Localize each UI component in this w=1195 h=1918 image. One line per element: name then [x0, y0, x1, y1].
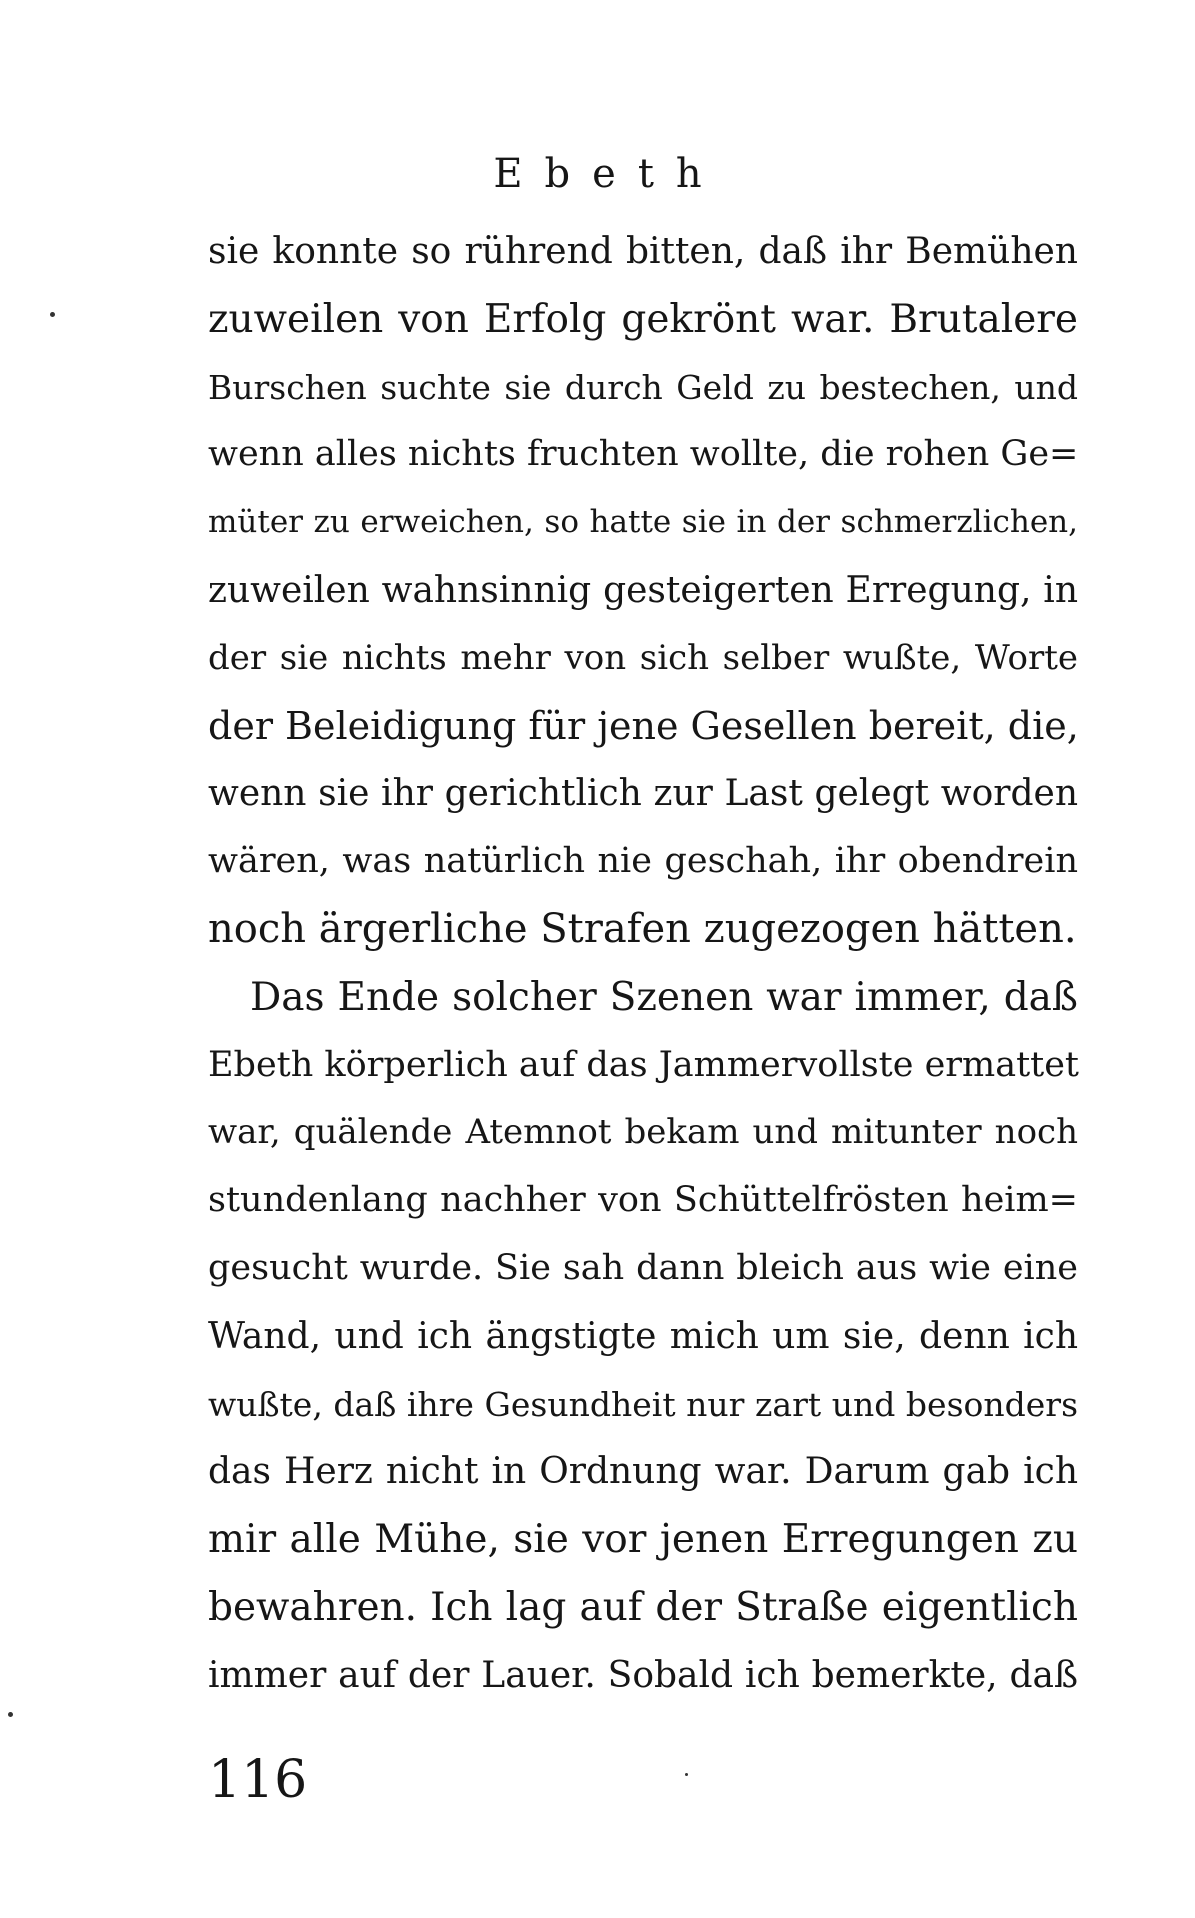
text-line: Wand, und ich ängstigte mich um sie, denn ich: [208, 1315, 1078, 1357]
page-number: 116: [208, 1750, 308, 1810]
text-line: wenn sie ihr gerichtlich zur Last gelegt worden: [208, 773, 1078, 815]
text-line: immer auf der Lauer. Sobald ich bemerkte, daß: [208, 1654, 1078, 1696]
text-line: Burschen suchte sie durch Geld zu bestechen, und: [208, 367, 1078, 407]
paper-speck: [50, 312, 55, 317]
text-line: der Beleidigung für jene Gesellen bereit, die,: [208, 703, 1079, 748]
text-line: wenn alles nichts fruchten wollte, die rohen Ge=: [208, 434, 1079, 475]
text-line: müter zu erweichen, so hatte sie in der schmerzlichen,: [208, 504, 1078, 541]
text-line: sie konnte so rührend bitten, daß ihr Bemühen: [208, 231, 1078, 272]
text-line: das Herz nicht in Ordnung war. Darum gab ich: [208, 1451, 1078, 1493]
body-text: [208, 218, 1078, 1710]
text-line: stundenlang nachher von Schüttelfrösten heim=: [208, 1180, 1078, 1221]
text-line: gesucht wurde. Sie sah dann bleich aus wie eine: [208, 1247, 1078, 1288]
text-line: wußte, daß ihre Gesundheit nur zart und besonders: [208, 1384, 1078, 1424]
paragraph-1: [208, 218, 1078, 964]
text-line: zuweilen wahnsinnig gesteigerten Erregung, in: [208, 569, 1078, 611]
text-line: bewahren. Ich lag auf der Straße eigentlich: [208, 1584, 1078, 1630]
text-line: noch ärgerliche Strafen zugezogen hätten.: [208, 905, 1077, 952]
text-line: der sie nichts mehr von sich selber wußte, Worte: [208, 637, 1078, 678]
text-line: zuweilen von Erfolg gekrönt war. Brutalere: [208, 296, 1078, 342]
paper-speck: [8, 1712, 13, 1717]
text-line: war, quälende Atemnot bekam und mitunter noch: [208, 1112, 1078, 1153]
paragraph-2: [208, 964, 1078, 1710]
running-head: Ebeth: [493, 151, 724, 197]
paper-speck: [685, 1773, 688, 1776]
text-line: wären, was natürlich nie geschah, ihr obendrein: [208, 841, 1078, 882]
text-line: Das Ende solcher Szenen war immer, daß: [250, 974, 1078, 1020]
text-line: Ebeth körperlich auf das Jammervollste ermattet: [208, 1044, 1079, 1085]
text-line: mir alle Mühe, sie vor jenen Erregungen zu: [208, 1517, 1078, 1563]
